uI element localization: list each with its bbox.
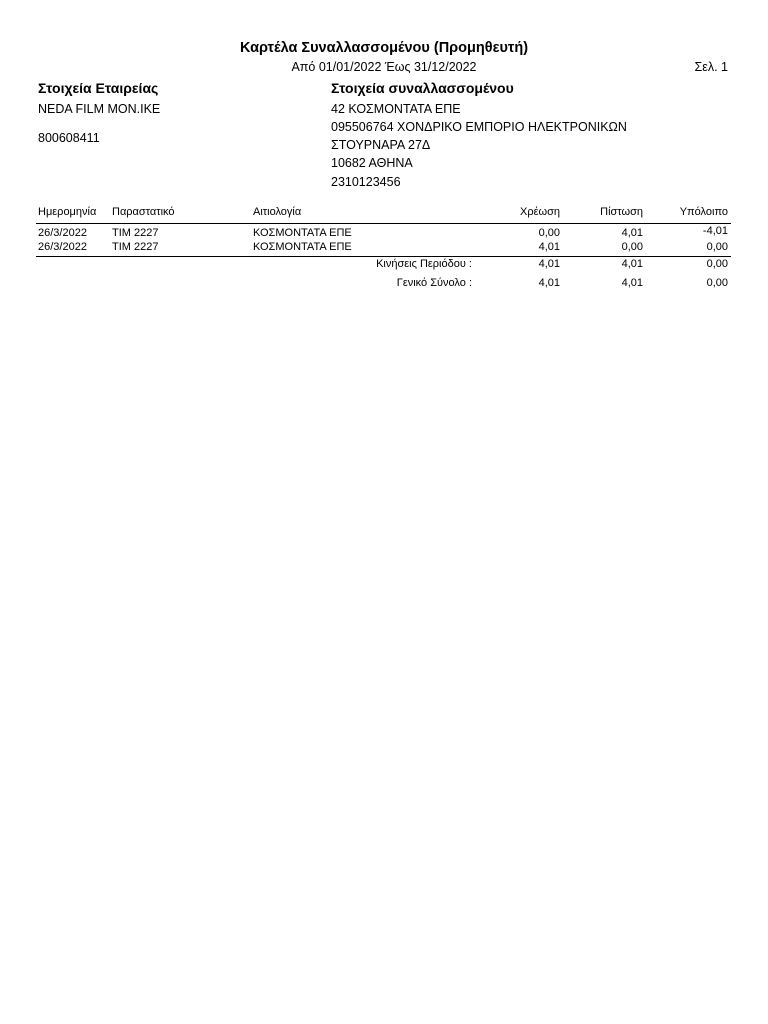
company-name: NEDA FILM MON.IKE: [38, 102, 161, 116]
row-2-date: 26/3/2022: [38, 241, 87, 253]
col-header-reason: Αιτιολογία: [253, 206, 302, 218]
col-header-credit: Πίστωση: [600, 206, 643, 218]
grand-totals-credit: 4,01: [621, 277, 643, 289]
company-vat: 800608411: [38, 131, 100, 145]
counterparty-city: 10682 ΑΘΗΝΑ: [331, 156, 413, 170]
counterparty-name: 42 ΚΟΣΜΟΝΤΑΤΑ ΕΠΕ: [331, 102, 461, 116]
header-divider: [36, 223, 731, 224]
period-totals-balance: 0,00: [706, 258, 728, 270]
counterparty-activity: 095506764 ΧΟΝΔΡΙΚΟ ΕΜΠΟΡΙΟ ΗΛΕΚΤΡΟΝΙΚΩΝ: [331, 120, 627, 134]
period-range: Από 01/01/2022 Έως 31/12/2022: [291, 60, 477, 74]
row-2-document: ΤΙΜ 2227: [112, 241, 159, 253]
col-header-document: Παραστατικό: [112, 206, 175, 218]
company-heading: Στοιχεία Εταιρείας: [38, 80, 159, 96]
col-header-debit: Χρέωση: [520, 206, 560, 218]
row-1-reason: ΚΟΣΜΟΝΤΑΤΑ ΕΠΕ: [253, 227, 352, 239]
rows-divider: [36, 256, 731, 257]
grand-totals-debit: 4,01: [538, 277, 560, 289]
period-totals-credit: 4,01: [621, 258, 643, 270]
period-totals-label: Κινήσεις Περιόδου :: [376, 258, 472, 270]
row-1-credit: 4,01: [621, 227, 643, 239]
page-title: Καρτέλα Συναλλασσομένου (Προμηθευτή): [239, 40, 529, 56]
grand-totals-balance: 0,00: [706, 277, 728, 289]
col-header-date: Ημερομηνία: [38, 206, 97, 218]
row-1-document: ΤΙΜ 2227: [112, 227, 159, 239]
grand-totals-label: Γενικό Σύνολο :: [396, 277, 472, 289]
row-2-debit: 4,01: [538, 241, 560, 253]
counterparty-heading: Στοιχεία συναλλασσομένου: [331, 80, 514, 96]
row-1-balance: -4,01: [702, 225, 728, 237]
row-1-date: 26/3/2022: [38, 227, 87, 239]
col-header-balance: Υπόλοιπο: [679, 206, 728, 218]
page-number: Σελ. 1: [694, 60, 728, 74]
row-1-debit: 0,00: [538, 227, 560, 239]
counterparty-phone: 2310123456: [331, 175, 401, 189]
row-2-reason: ΚΟΣΜΟΝΤΑΤΑ ΕΠΕ: [253, 241, 352, 253]
period-totals-debit: 4,01: [538, 258, 560, 270]
row-2-balance: 0,00: [706, 241, 728, 253]
row-2-credit: 0,00: [621, 241, 643, 253]
counterparty-street: ΣΤΟΥΡΝΑΡΑ 27Δ: [331, 138, 431, 152]
